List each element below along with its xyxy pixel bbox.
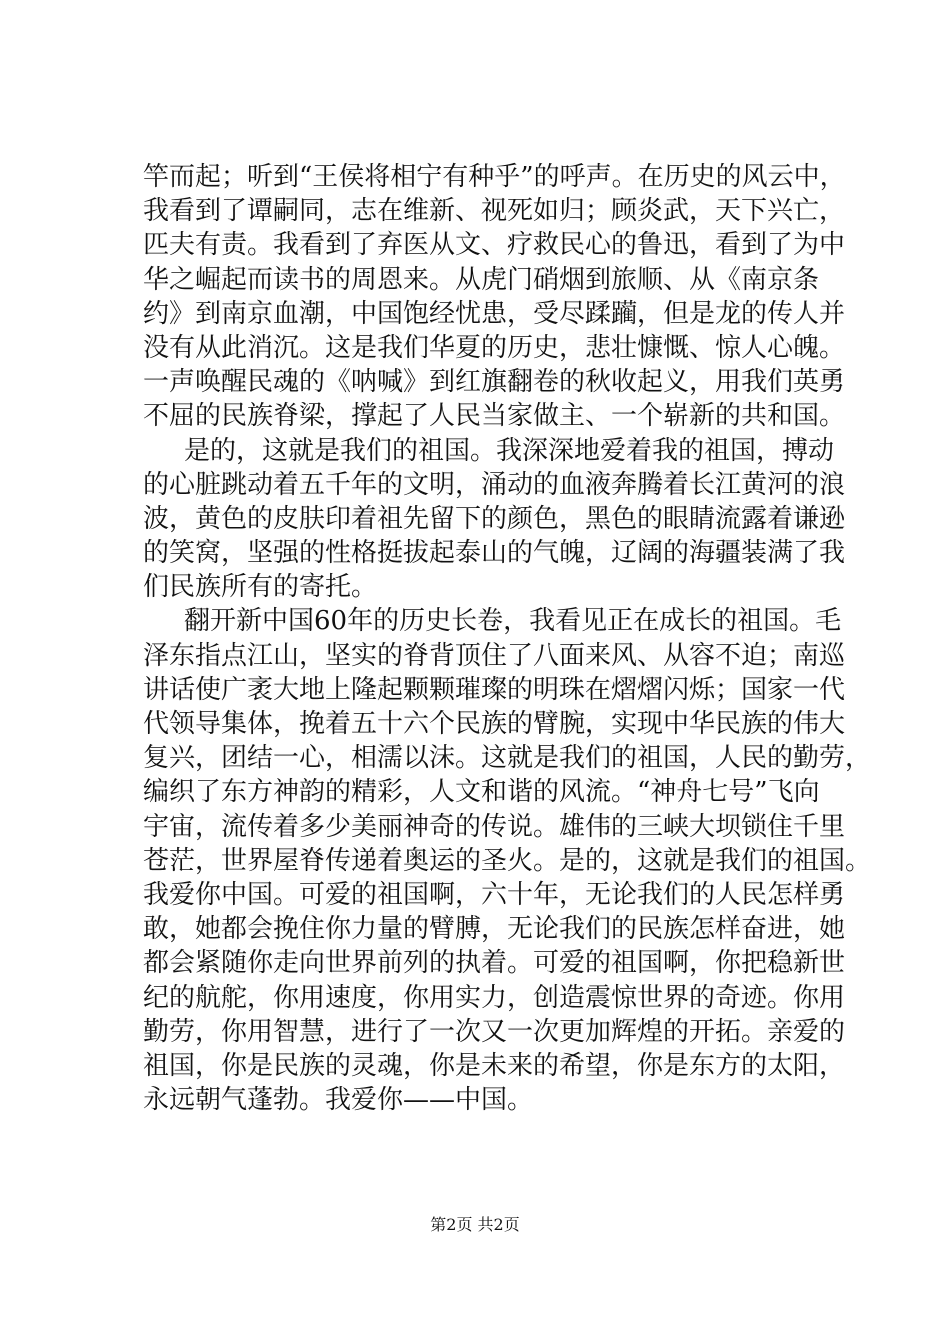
text-line: 波，黄色的皮肤印着祖先留下的颜色，黑色的眼睛流露着谦逊 <box>143 503 846 534</box>
text-line: 宇宙，流传着多少美丽神奇的传说。雄伟的三峡大坝锁住千里 <box>143 811 846 842</box>
paragraph-first-line: 是的，这就是我们的祖国。我深深地爱着我的祖国，搏动 <box>184 435 835 466</box>
text-line: 的心脏跳动着五千年的文明，涌动的血液奔腾着长江黄河的浪 <box>143 469 846 500</box>
text-line: 一声唤醒民魂的《呐喊》到红旗翻卷的秋收起义，用我们英勇 <box>143 367 846 398</box>
text-line: 都会紧随你走向世界前列的执着。可爱的祖国啊，你把稳新世 <box>143 948 846 979</box>
text-line: 泽东指点江山，坚实的脊背顶住了八面来风、从容不迫；南巡 <box>143 640 846 671</box>
text-line: 竿而起；听到“王侯将相宁有种乎”的呼声。在历史的风云中， <box>143 162 846 192</box>
text-line: 华之崛起而读书的周恩来。从虎门硝烟到旅顺、从《南京条 <box>143 264 820 295</box>
page-footer: 第2页 共2页 <box>430 1215 520 1234</box>
text-line: 纪的航舵，你用速度，你用实力，创造震惊世界的奇迹。你用 <box>143 982 846 1013</box>
text-line: 勤劳，你用智慧，进行了一次又一次更加辉煌的开拓。亲爱的 <box>143 1016 846 1047</box>
text-line: 永远朝气蓬勃。我爱你——中国。 <box>143 1085 534 1116</box>
text-line: 编织了东方神韵的精彩，人文和谐的风流。“神舟七号”飞向 <box>143 777 820 808</box>
text-line: 的笑窝，坚强的性格挺拔起泰山的气魄，辽阔的海疆装满了我 <box>143 538 846 569</box>
text-line: 匹夫有责。我看到了弃医从文、疗救民心的鲁迅，看到了为中 <box>143 230 846 261</box>
body-text <box>143 160 872 1117</box>
text-line: 祖国，你是民族的灵魂，你是未来的希望，你是东方的太阳， <box>143 1050 846 1081</box>
text-line: 约》到南京血潮，中国饱经忧患，受尽蹂躏，但是龙的传人并 <box>143 298 846 329</box>
text-line: 我看到了谭嗣同，志在维新、视死如归；顾炎武，天下兴亡， <box>143 196 846 227</box>
text-line: 们民族所有的寄托。 <box>143 572 378 603</box>
text-line: 讲话使广袤大地上隆起颗颗璀璨的明珠在熠熠闪烁；国家一代 <box>143 674 846 705</box>
text-line: 没有从此消沉。这是我们华夏的历史，悲壮慷慨、惊人心魄。 <box>143 332 846 363</box>
paragraph-first-line: 翻开新中国60年的历史长卷，我看见正在成长的祖国。毛 <box>184 606 842 637</box>
text-line: 我爱你中国。可爱的祖国啊，六十年，无论我们的人民怎样勇 <box>143 879 846 910</box>
text-line: 敢，她都会挽住你力量的臂膊，无论我们的民族怎样奋进，她 <box>143 914 846 945</box>
text-line: 苍茫，世界屋脊传递着奥运的圣火。是的，这就是我们的祖国。 <box>143 845 872 876</box>
text-line: 代领导集体，挽着五十六个民族的臂腕，实现中华民族的伟大 <box>143 709 846 739</box>
text-line: 不屈的民族脊梁，撑起了人民当家做主、一个崭新的共和国。 <box>143 401 846 432</box>
text-line: 复兴，团结一心，相濡以沫。这就是我们的祖国，人民的勤劳， <box>143 743 872 774</box>
